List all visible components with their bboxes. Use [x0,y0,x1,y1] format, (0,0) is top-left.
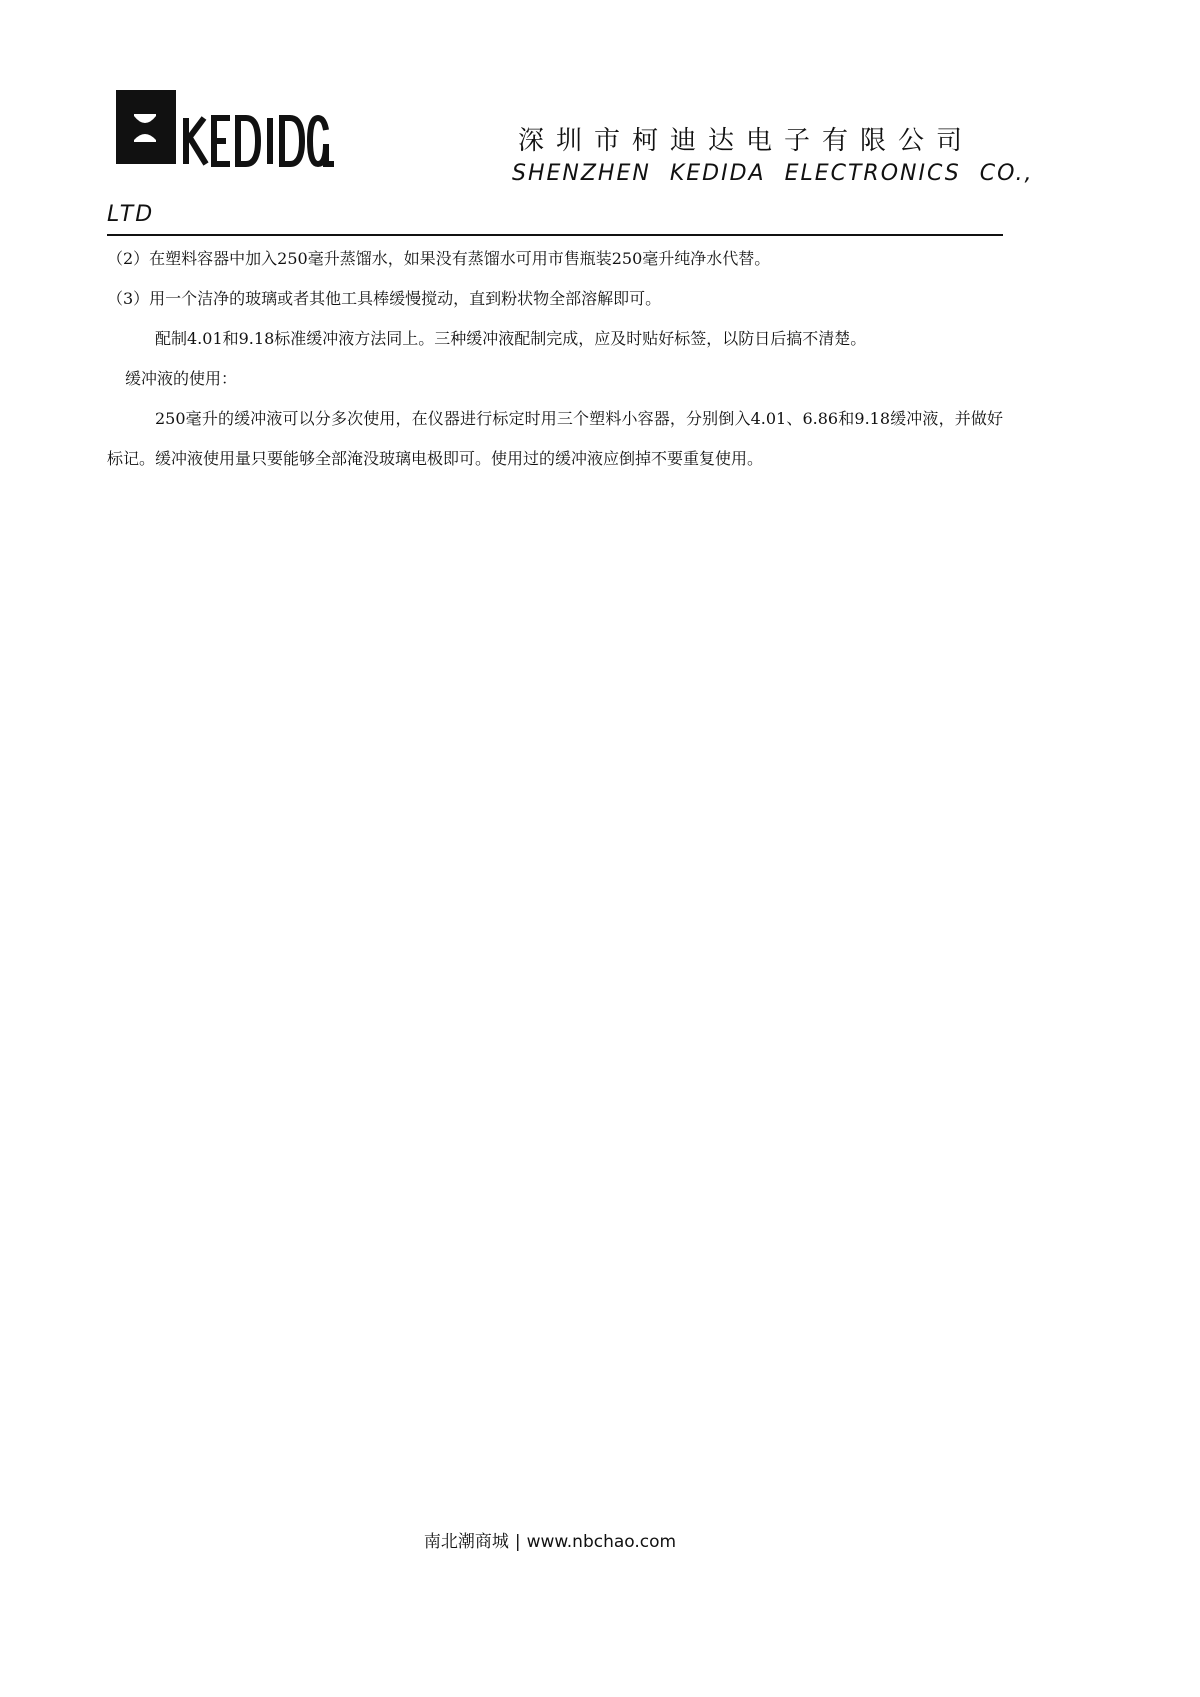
footer [0,1527,1100,1552]
header-rule [107,234,1003,236]
usage-paragraph: 250毫升的缓冲液可以分多次使用，在仪器进行标定时用三个塑料小容器，分别倒入4.01、6.86和9.18缓冲液，并做好标记。缓冲液使用量只要能够全部淹没玻璃电极即可。使用过的缓冲液应倒掉不要重复使用。 [107,409,1003,468]
kedida-logo [112,88,352,170]
footer-url-link[interactable]: www.nbchao.com [526,1532,677,1552]
step-2-paragraph: （2）在塑料容器中加入250毫升蒸馏水，如果没有蒸馏水可用市售瓶装250毫升纯净水代替。 [107,249,771,268]
company-name-cn: 深圳市柯迪达电子有限公司 [518,126,975,156]
document-body [107,239,1003,479]
footer-site-name: 南北潮商城 [423,1532,509,1552]
footer-separator: | [514,1532,521,1552]
company-name-en: SHENZHEN KEDIDA ELECTRONICS CO., [512,161,1034,186]
step-3-paragraph: （3）用一个洁净的玻璃或者其他工具棒缓慢搅动，直到粉状物全部溶解即可。 [107,289,662,308]
prepare-paragraph: 配制4.01和9.18标准缓冲液方法同上。三种缓冲液配制完成，应及时贴好标签，以防日后搞不清楚。 [155,329,867,348]
company-name-en-cont: LTD [107,202,155,227]
usage-heading: 缓冲液的使用： [125,369,238,388]
